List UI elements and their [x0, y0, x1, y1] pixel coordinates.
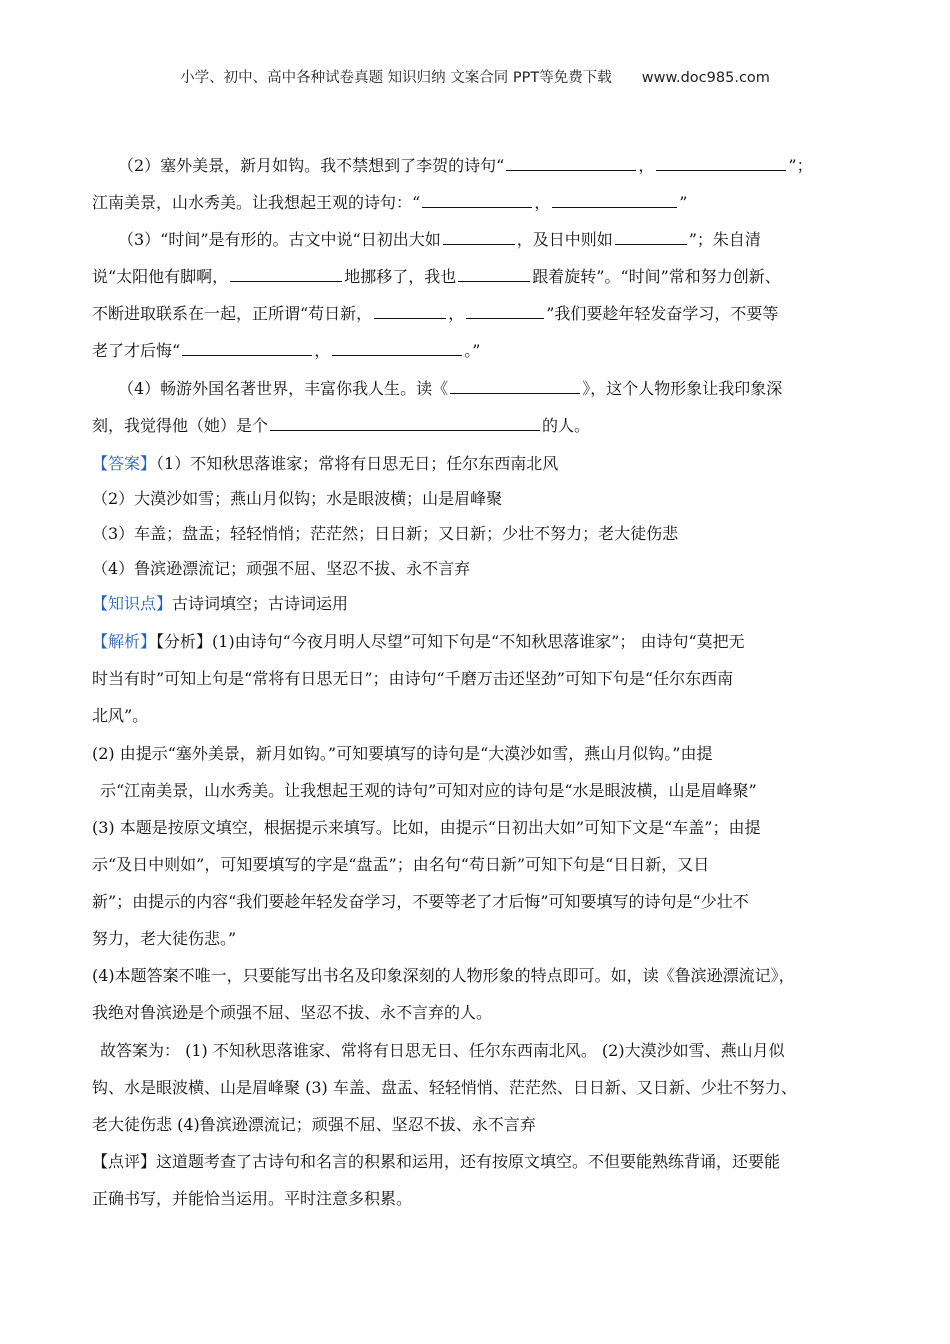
answer-line2: （2）大漠沙如雪；燕山月似钩；水是眼波横；山是眉峰聚: [92, 489, 503, 508]
q2-line1: （2）塞外美景，新月如钩。我不禁想到了李贺的诗句“ ， ”；: [118, 156, 813, 175]
q3-line3: 不断进取联系在一起，正所谓“苟日新， ， ”我们要趁年轻发奋学习，不要等: [92, 304, 779, 323]
answer-label: 【答案】: [92, 454, 157, 473]
blank[interactable]: [615, 230, 687, 245]
analysis-line14: 老大徒伤悲 (4)鲁滨逊漂流记；顽强不屈、坚忍不拔、永不言弃: [92, 1115, 536, 1134]
analysis-line1: 【解析】【分析】(1)由诗句“今夜月明人尽望”可知下句是“不知秋思落谁家”； 由诗句“莫把无: [92, 632, 745, 651]
analysis-line7: 示“及日中则如”，可知要填写的字是“盘盂”；由名句“苟日新”可知下句是“日日新，又日: [92, 855, 710, 874]
answer-line1: 【答案】（1）不知秋思落谁家；常将有日思无日；任尔东西南北风: [92, 454, 559, 473]
blank[interactable]: [506, 156, 636, 171]
analysis-line11: 我绝对鲁滨逊是个顽强不屈、坚忍不拔、永不言弃的人。: [92, 1003, 493, 1022]
analysis-line9: 努力，老大徒伤悲。”: [92, 929, 237, 948]
answer-line4: （4）鲁滨逊漂流记；顽强不屈、坚忍不拔、永不言弃: [92, 559, 471, 578]
answer-line3: （3）车盖；盘盂；轻轻悄悄；茫茫然；日日新；又日新；少壮不努力；老大徒伤悲: [92, 524, 679, 543]
q3-line4: 老了才后悔“ ， 。”: [92, 341, 481, 360]
header-site: www.doc985.com: [641, 70, 770, 86]
blank[interactable]: [374, 304, 446, 319]
page-header: [0, 66, 950, 87]
blank[interactable]: [458, 267, 530, 282]
comment-line2: 正确书写，并能恰当运用。平时注意多积累。: [92, 1189, 413, 1208]
analysis-line4: (2) 由提示“塞外美景，新月如钩。”可知要填写的诗句是“大漠沙如雪，燕山月似钩。”由提: [92, 744, 713, 763]
analysis-line12: 故答案为： (1) 不知秋思落谁家、常将有日思无日、任尔东西南北风。 (2)大漠沙如雪、燕山月似: [100, 1041, 785, 1060]
analysis-line5: 示“江南美景，山水秀美。让我想起王观的诗句”可知对应的诗句是“水是眼波横，山是眉峰聚”: [100, 781, 757, 800]
analysis-line10: (4)本题答案不唯一，只要能写出书名及印象深刻的人物形象的特点即可。如，读《鲁滨逊漂流记》，: [92, 966, 795, 985]
q4-line2: 刻，我觉得他（她）是个 的人。: [92, 416, 591, 435]
analysis-line2: 时当有时”可知上句是“常将有日思无日”；由诗句“千磨万击还坚劲”可知下句是“任尔东西南: [92, 669, 734, 688]
blank[interactable]: [466, 304, 544, 319]
analysis-line13: 钩、水是眼波横、山是眉峰聚 (3) 车盖、盘盂、轻轻悄悄、茫茫然、日日新、又日新、少壮不努力、: [92, 1078, 797, 1097]
q3-line2: 说“太阳他有脚啊， 地挪移了，我也 跟着旋转”。“时间”常和努力创新、: [92, 267, 781, 286]
blank[interactable]: [443, 230, 515, 245]
blank[interactable]: [552, 193, 677, 208]
header-text: 小学、初中、高中各种试卷真题 知识归纳 文案合同 PPT等免费下载: [180, 70, 612, 86]
blank[interactable]: [422, 193, 532, 208]
q2-line2: 江南美景，山水秀美。让我想起王观的诗句：“ ， ”: [92, 193, 688, 212]
blank[interactable]: [182, 341, 312, 356]
blank[interactable]: [270, 416, 540, 431]
blank[interactable]: [450, 379, 580, 394]
blank[interactable]: [656, 156, 786, 171]
blank[interactable]: [230, 267, 342, 282]
knowledge-label: 【知识点】: [92, 594, 173, 613]
q3-line1: （3）“时间”是有形的。古文中说“日初出大如 ，及日中则如 ”；朱自清: [118, 230, 761, 249]
q4-line1: （4）畅游外国名著世界，丰富你我人生。读《 》，这个人物形象让我印象深: [118, 379, 783, 398]
analysis-label: 【解析】: [92, 632, 157, 651]
knowledge-point: 【知识点】古诗词填空；古诗词运用: [92, 594, 349, 613]
analysis-line8: 新”；由提示的内容“我们要趁年轻发奋学习，不要等老了才后悔”可知要填写的诗句是“少壮不: [92, 892, 749, 911]
blank[interactable]: [332, 341, 462, 356]
analysis-line3: 北风”。: [92, 706, 149, 725]
analysis-line6: (3) 本题是按原文填空，根据提示来填写。比如，由提示“日初出大如”可知下文是“车盖”；由提: [92, 818, 761, 837]
comment-line1: 【点评】这道题考查了古诗句和名言的积累和运用，还有按原文填空。不但要能熟练背诵，还要能: [92, 1152, 781, 1171]
